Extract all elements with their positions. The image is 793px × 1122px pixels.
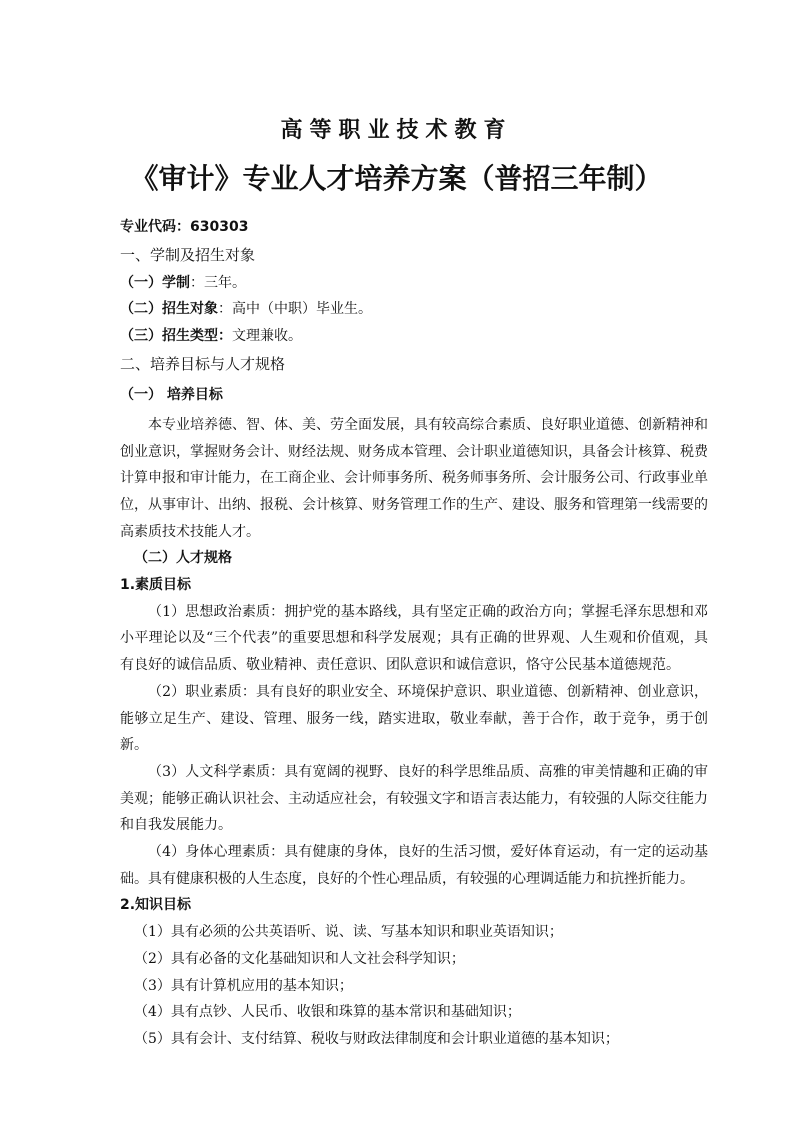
item-label: （二）招生对象	[120, 301, 218, 318]
major-code	[120, 214, 708, 241]
quality-heading: 1.素质目标	[120, 577, 192, 594]
major-code-value: 630303	[190, 219, 249, 235]
item-sep: ：	[190, 274, 204, 291]
document-body	[120, 214, 708, 1053]
quality-item: （4）身体心理素质：具有健康的身体，良好的生活习惯，爱好体育运动，有一定的运动基础。具有健康积极的人生态度，良好的个性心理品质，有较强的心理调适能力和抗挫折能力。	[120, 844, 708, 887]
goal-heading: （一） 培养目标	[120, 386, 223, 403]
item-sep: ：	[218, 301, 232, 318]
document-subtitle: 《审计》专业人才培养方案（普招三年制）	[130, 162, 663, 195]
spec-heading: （二）人才规格	[134, 550, 232, 567]
knowledge-item: （4）具有点钞、人民币、收银和珠算的基本常识和基础知识；	[134, 1004, 521, 1021]
knowledge-heading: 2.知识目标	[120, 897, 192, 914]
goal-paragraph: 本专业培养德、智、体、美、劳全面发展，具有较高综合素质、良好职业道德、创新精神和创业意识，掌握财务会计、财经法规、财务成本管理、会计职业道德知识，具备会计核算、税费计算申报和审计能力，在工商企业、会计师事务所、税务师事务所、会计服务公司、行政事业单位，从事审计、出纳、报税、会计核算、财务管理工作的生产、建设、服务和管理第一线需要的高素质技术技能人才。	[120, 416, 708, 540]
quality-item: （1）思想政治素质：拥护党的基本路线，具有坚定正确的政治方向；掌握毛泽东思想和邓小平理论以及“三个代表”的重要思想和科学发展观；具有正确的世界观、人生观和价值观，具有良好的诚信品质、敬业精神、责任意识、团队意识和诚信意识，恪守公民基本道德规范。	[120, 603, 708, 674]
quality-item: （3）人文科学素质：具有宽阔的视野、良好的科学思维品质、高雅的审美情趣和正确的审美观；能够正确认识社会、主动适应社会，有较强文字和语言表达能力，有较强的人际交往能力和自我发展能力。	[120, 763, 708, 834]
item-label: （一）学制	[120, 274, 190, 291]
list-item	[120, 270, 708, 297]
list-item	[120, 296, 708, 323]
quality-item: （2）职业素质：具有良好的职业安全、环境保护意识、职业道德、创新精神、创业意识，能够立足生产、建设、管理、服务一线，踏实进取，敬业奉献，善于合作，敢于竞争，勇于创新。	[120, 683, 708, 754]
section1-heading: 一、学制及招生对象	[120, 245, 256, 264]
item-label: （三）招生类型：	[120, 328, 232, 345]
section2-heading: 二、培养目标与人才规格	[120, 354, 286, 373]
list-item	[120, 323, 708, 350]
item-value: 文理兼收。	[232, 328, 302, 345]
knowledge-item: （1）具有必须的公共英语听、说、读、写基本知识和职业英语知识；	[134, 924, 563, 941]
knowledge-item: （2）具有必备的文化基础知识和人文社会科学知识；	[134, 950, 465, 967]
item-value: 三年。	[204, 274, 246, 291]
major-code-label: 专业代码：	[120, 219, 190, 235]
knowledge-item: （5）具有会计、支付结算、税收与财政法律制度和会计职业道德的基本知识；	[134, 1030, 619, 1047]
knowledge-item: （3）具有计算机应用的基本知识；	[134, 977, 353, 994]
item-value: 高中（中职）毕业生。	[232, 301, 372, 318]
document-title: 高等职业技术教育	[280, 118, 513, 143]
